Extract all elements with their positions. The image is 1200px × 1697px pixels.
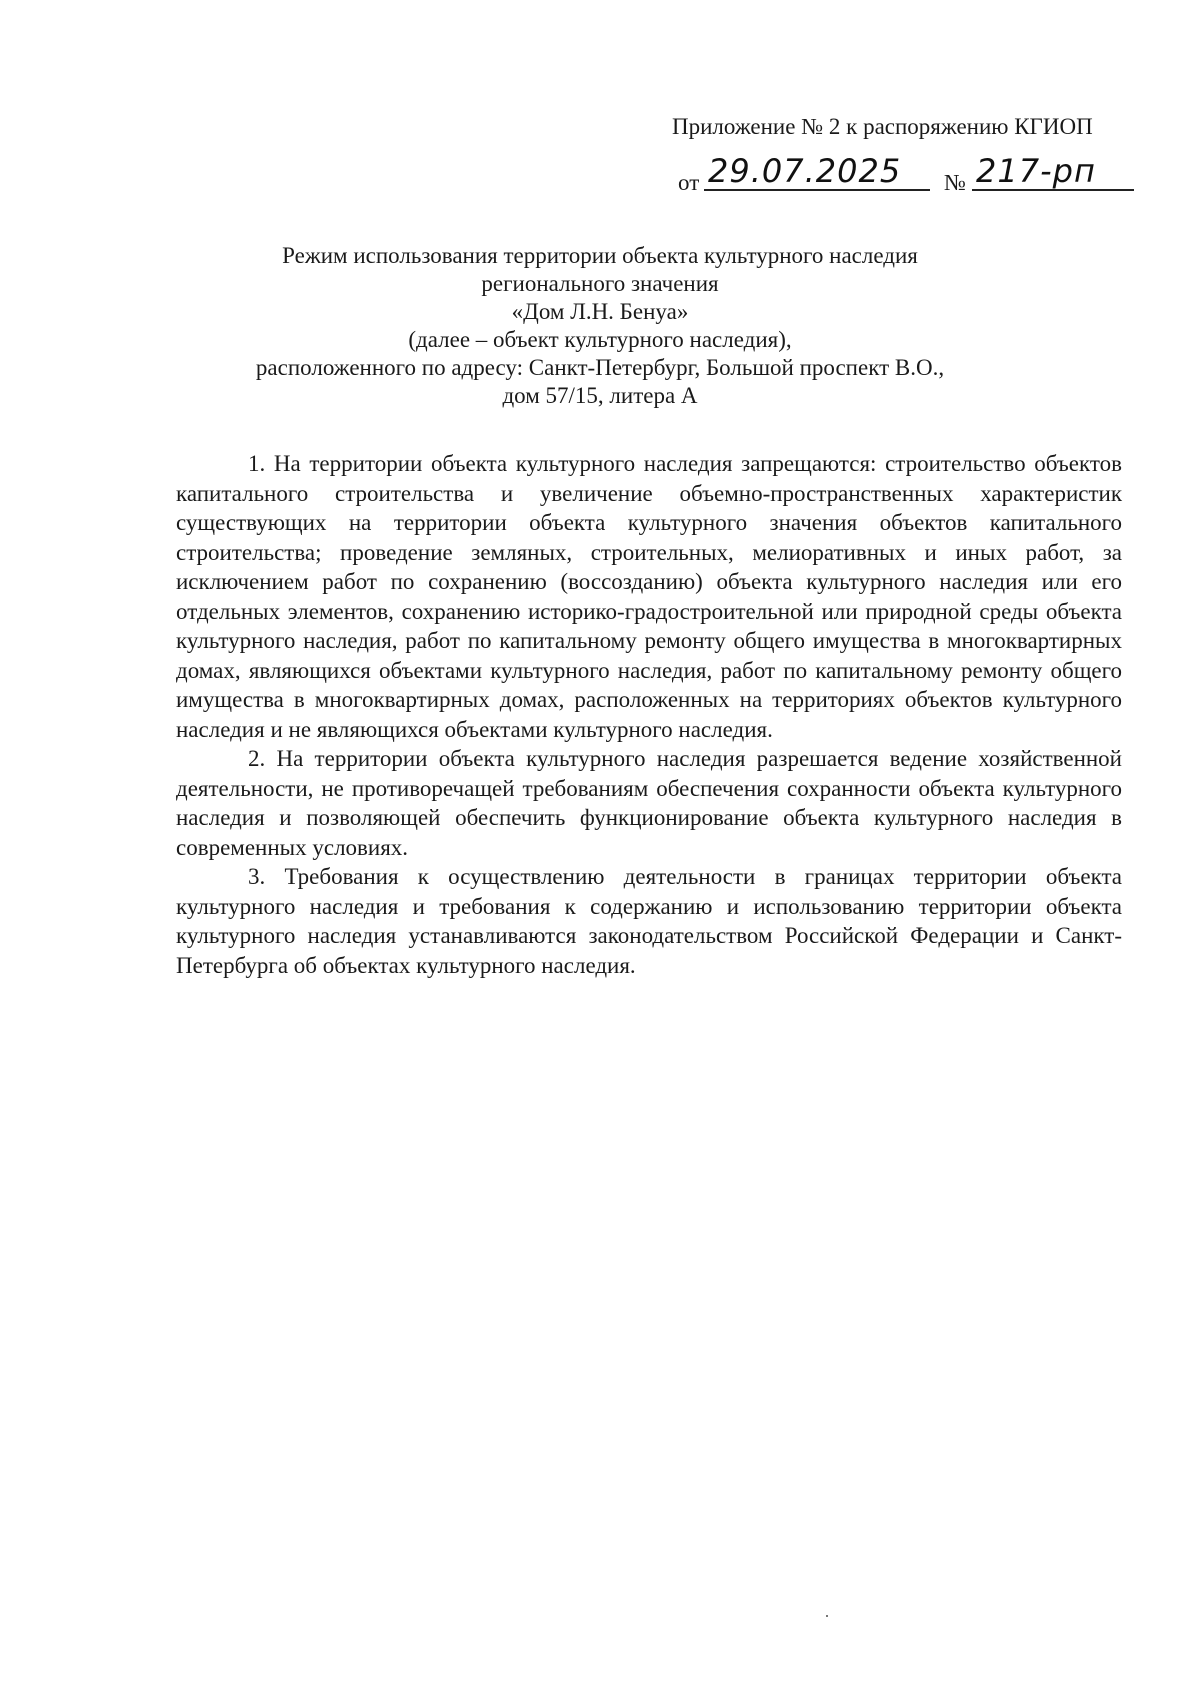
title-line: расположенного по адресу: Санкт-Петербург, Большой проспект В.О., — [255, 355, 945, 380]
title-line: «Дом Л.Н. Бенуа» — [511, 299, 689, 324]
scan-speck — [826, 1615, 828, 1617]
title-line: дом 57/15, литера А — [502, 383, 698, 408]
paragraph-1: 1. На территории объекта культурного наследия запрещаются: строительство объектов капитального строительства и увеличение объемно-пространственных характеристик существующих на территории объекта культурного значения объектов капитального строительства; проведение земляных, строительных, мелиоративных и иных работ, за исключением работ по сохранению (воссозданию) объекта культурного наследия или его отдельных элементов, сохранению историко-градостроительной или природной среды объекта культурного наследия, работ по капитальному ремонту общего имущества в многоквартирных домах, являющихся объектами культурного наследия, работ по капитальному ремонту общего имущества в многоквартирных домах, расположенных на территориях объектов культурного наследия и не являющихся объектами культурного наследия. — [176, 451, 1122, 742]
number-underline — [972, 189, 1134, 191]
appendix-caption: Приложение № 2 к распоряжению КГИОП — [672, 114, 1093, 139]
title-line: Режим использования территории объекта культурного наследия — [282, 243, 918, 268]
document-title — [180, 242, 1020, 410]
appendix-header — [672, 113, 1142, 193]
handwritten-number: 217-рп — [976, 152, 1096, 190]
paragraph-2: 2. На территории объекта культурного наследия разрешается ведение хозяйственной деятельности, не противоречащей требованиям обеспечения сохранности объекта культурного наследия и позволяющей обеспечить функционирование объекта культурного наследия в современных условиях. — [176, 746, 1122, 860]
title-line: (далее – объект культурного наследия), — [408, 327, 792, 352]
number-prefix: № — [944, 170, 966, 195]
title-line: регионального значения — [481, 271, 719, 296]
date-underline — [704, 189, 930, 191]
document-body — [176, 449, 1122, 980]
paragraph-3: 3. Требования к осуществлению деятельности в границах территории объекта культурного наследия и требования к содержанию и использованию территории объекта культурного наследия устанавливаются законодательством Российской Федерации и Санкт-Петербурга об объектах культурного наследия. — [176, 864, 1122, 978]
order-date-number-line — [672, 153, 1142, 193]
date-prefix: от — [678, 170, 700, 195]
handwritten-date: 29.07.2025 — [708, 152, 902, 190]
